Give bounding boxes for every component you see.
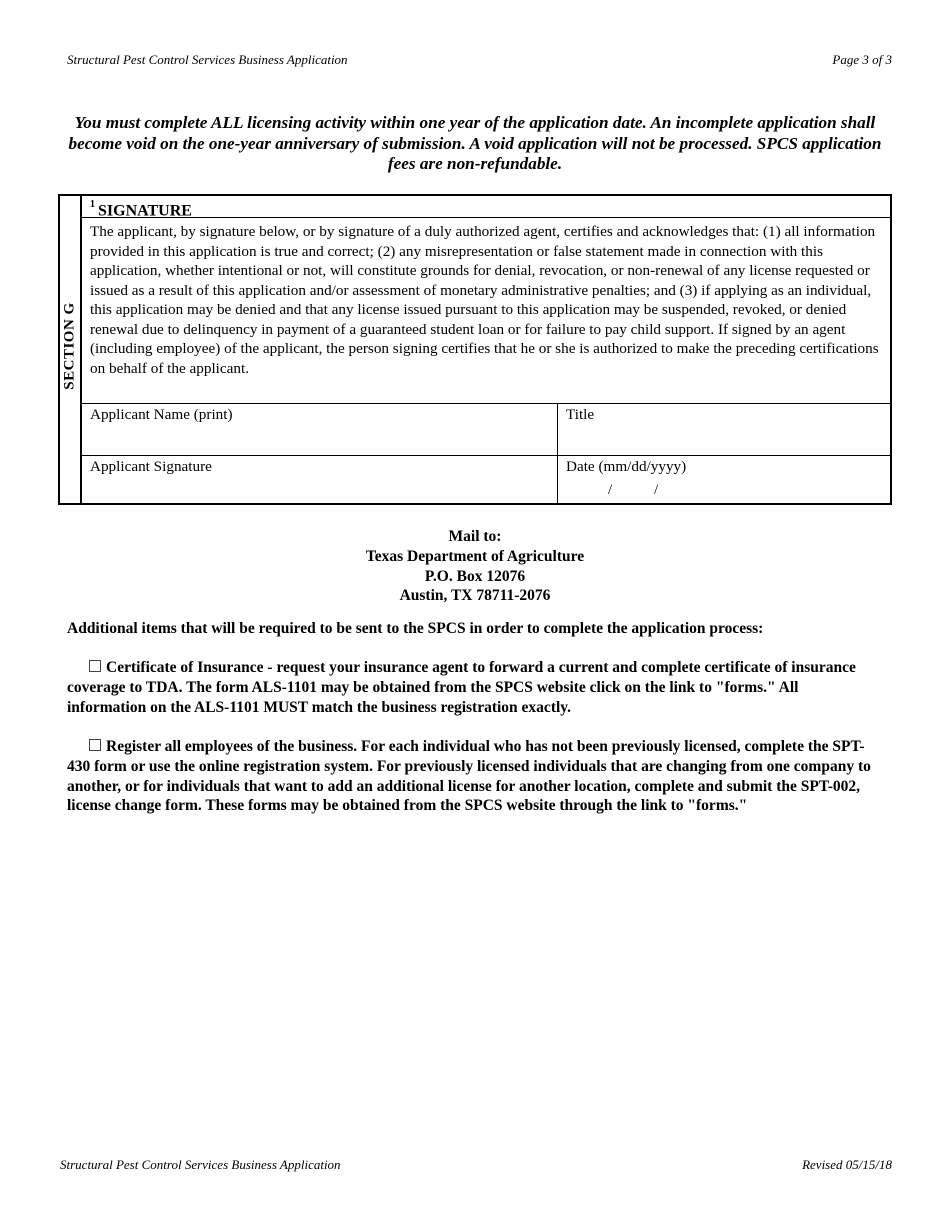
completion-notice: You must complete ALL licensing activity within one year of the application date. An incomplete application shall become void on the one-year anniversary of submission. A void application will not be processed. SPCS application fees are non-refundable. <box>68 113 882 173</box>
additional-items-heading: Additional items that will be required to be sent to the SPCS in order to complete the application process: <box>67 620 764 637</box>
checkbox-icon[interactable] <box>89 739 101 751</box>
signature-title: SIGNATURE <box>98 202 192 220</box>
checkbox-icon[interactable] <box>89 660 101 672</box>
mailing-address <box>0 527 950 606</box>
list-item <box>67 737 877 816</box>
certification-text: The applicant, by signature below, or by signature of a duly authorized agent, certifies and acknowledges that: (1) all information provided in this application is true and correct; (2) any misrepresentation or false statement made in connection with this application, whether intentional or not, will constitute grounds for denial, revocation, or non-renewal of any license requested or issued as a result of this application and/or assessment of monetary administrative penalties; and (3) if applying as an individual, this application may be denied and that any license issued pursuant to this application may be suspended, revoked, or denied renewal due to delinquency in payment of a guaranteed student loan or for failure to pay child support. If signed by an agent (including employee) of the applicant, the person signing certifies that he or she is authorized to make the preceding certifications on behalf of the applicant. <box>90 223 879 377</box>
applicant-signature-field[interactable] <box>82 456 558 504</box>
mail-org: Texas Department of Agriculture <box>365 547 585 565</box>
signature-section <box>58 194 892 505</box>
signature-heading <box>82 196 890 218</box>
section-body <box>82 196 890 503</box>
applicant-name-field[interactable] <box>82 404 558 455</box>
date-label: Date (mm/dd/yyyy) <box>566 458 687 475</box>
title-field[interactable] <box>558 404 890 455</box>
title-label: Title <box>566 406 595 423</box>
page-number: Page 3 of 3 <box>832 52 892 67</box>
name-title-row <box>82 403 890 455</box>
signature-date-row <box>82 455 890 504</box>
list-item <box>67 658 877 717</box>
section-label-text: SECTION G <box>61 302 78 390</box>
mail-po-box: P.O. Box 12076 <box>424 567 526 585</box>
applicant-signature-label: Applicant Signature <box>90 458 212 475</box>
header-title: Structural Pest Control Services Business Application <box>67 52 348 67</box>
mail-city: Austin, TX 78711-2076 <box>399 587 551 605</box>
date-separators <box>608 482 700 499</box>
date-separator: / <box>608 482 613 498</box>
footnote-marker: 1 <box>90 199 95 210</box>
mail-label: Mail to: <box>448 528 502 545</box>
date-field[interactable] <box>558 456 890 504</box>
item-text: Register all employees of the business. For each individual who has not been previously licensed, complete the SPT-430 form or use the online registration system. For previously licensed individuals that are changing from one company to another, or for individuals that want to add an additional license for another location, complete and submit the SPT-002, license change form. These forms may be obtained from the SPCS website through the link to "forms." <box>67 738 871 815</box>
revision-date: Revised 05/15/18 <box>802 1157 892 1172</box>
date-separator: / <box>654 482 659 498</box>
footer-title: Structural Pest Control Services Business Application <box>60 1157 341 1172</box>
item-text: Certificate of Insurance - request your insurance agent to forward a current and complete certificate of insurance coverage to TDA. The form ALS-1101 may be obtained from the SPCS website click on the link to "forms." All information on the ALS-1101 MUST match the business registration exactly. <box>67 659 856 716</box>
section-label <box>60 196 82 503</box>
applicant-name-label: Applicant Name (print) <box>90 406 233 423</box>
